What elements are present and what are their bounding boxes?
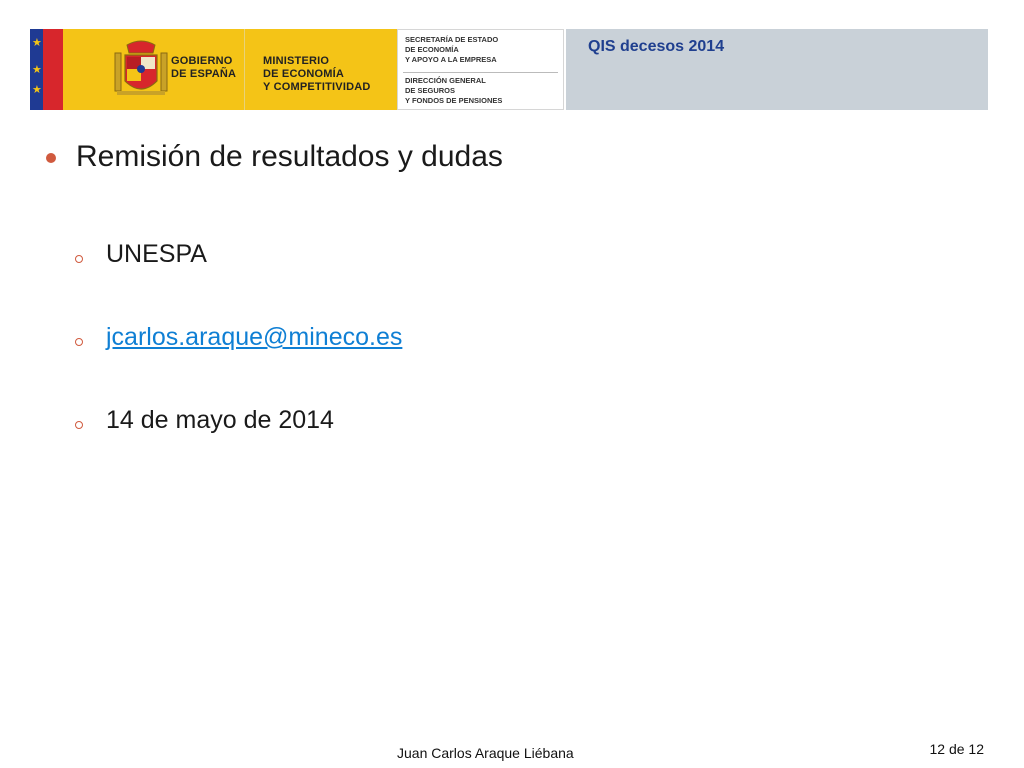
star-icon: ★	[32, 36, 42, 49]
circle-bullet-icon	[75, 255, 83, 263]
bullet-dot-icon	[46, 153, 56, 163]
header-banner	[30, 29, 988, 110]
secretaria-box	[397, 29, 564, 110]
circle-bullet-icon	[75, 338, 83, 346]
direccion-text: DIRECCIÓN GENERAL DE SEGUROS Y FONDOS DE PENSIONES	[405, 76, 503, 105]
government-logo-area	[63, 29, 427, 110]
circle-bullet-icon	[75, 421, 83, 429]
header-title-box	[566, 29, 988, 110]
sub-bullet-date: 14 de mayo de 2014	[106, 406, 334, 434]
footer-author: Juan Carlos Araque Liébana	[397, 745, 574, 761]
sub-bullet-unespa: UNESPA	[106, 240, 207, 268]
secretaria-text: SECRETARÍA DE ESTADO DE ECONOMÍA Y APOYO A LA EMPRESA	[405, 35, 499, 64]
spain-flag-strip	[43, 29, 63, 110]
ministerio-logo-text: MINISTERIO DE ECONOMÍA Y COMPETITIVIDAD	[263, 55, 371, 93]
star-icon: ★	[32, 83, 42, 96]
page-title: QIS decesos 2014	[588, 38, 725, 55]
eu-flag-strip	[30, 29, 43, 110]
gobierno-logo-text: GOBIERNO DE ESPAÑA	[171, 55, 237, 80]
main-bullet-text: Remisión de resultados y dudas	[76, 140, 503, 173]
logo-divider	[244, 29, 245, 110]
secretaria-separator	[403, 72, 558, 73]
coat-of-arms-icon	[113, 39, 169, 101]
page-number: 12 de 12	[929, 741, 984, 757]
star-icon: ★	[32, 63, 42, 76]
email-link[interactable]: jcarlos.araque@mineco.es	[106, 323, 403, 351]
